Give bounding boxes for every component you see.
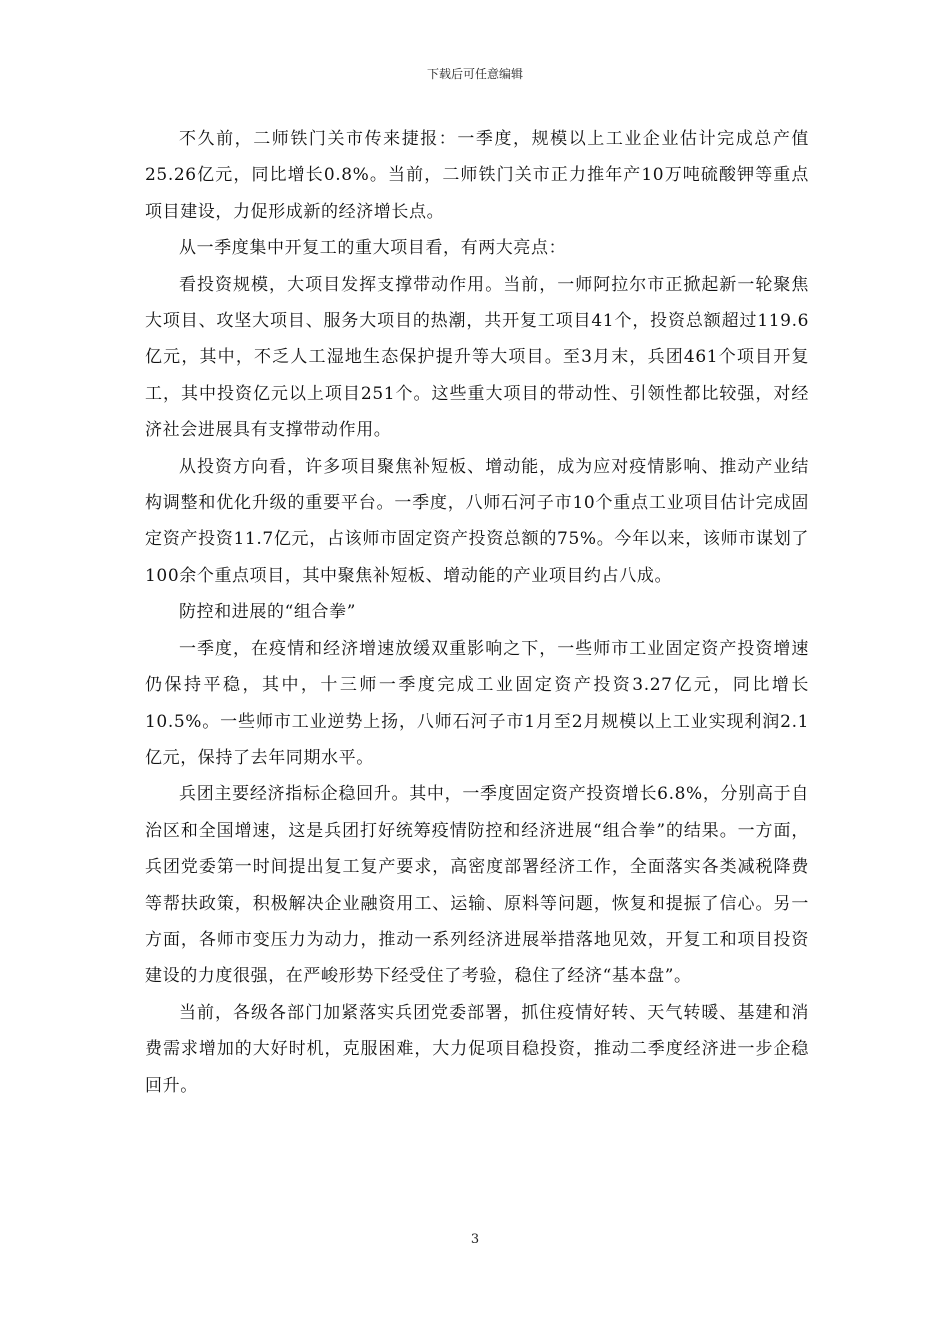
page-number: 3 <box>470 1232 480 1247</box>
paragraph: 从一季度集中开复工的重大项目看，有两大亮点： <box>179 238 567 259</box>
paragraph: 看投资规模，大项目发挥支撑带动作用。当前，一师阿拉尔市正掀起新一轮聚焦大项目、攻坚大项目、服务大项目的热潮，共开复工项目41个，投资总额超过119.6亿元，其中，不乏人工湿地生态保护提升等大项目。至3月末，兵团461个项目开复工，其中投资亿元以上项目251个。这些重大项目的带动性、引领性都比较强，对经济社会进展具有支撑带动作用。 <box>145 274 809 441</box>
section-heading: 防控和进展的“组合拳” <box>179 602 356 623</box>
document-body <box>145 121 809 1104</box>
paragraph: 当前，各级各部门加紧落实兵团党委部署，抓住疫情好转、天气转暖、基建和消费需求增加的大好时机，克服困难，大力促项目稳投资，推动二季度经济进一步企稳回升。 <box>145 1002 809 1096</box>
paragraph: 从投资方向看，许多项目聚焦补短板、增动能，成为应对疫情影响、推动产业结构调整和优化升级的重要平台。一季度，八师石河子市10个重点工业项目估计完成固定资产投资11.7亿元，占该师市固定资产投资总额的75%。今年以来，该师市谋划了100余个重点项目，其中聚焦补短板、增动能的产业项目约占八成。 <box>145 456 809 586</box>
paragraph: 一季度，在疫情和经济增速放缓双重影响之下，一些师市工业固定资产投资增速仍保持平稳，其中，十三师一季度完成工业固定资产投资3.27亿元，同比增长10.5%。一些师市工业逆势上扬，八师石河子市1月至2月规模以上工业实现利润2.1亿元，保持了去年同期水平。 <box>145 638 809 768</box>
paragraph: 不久前，二师铁门关市传来捷报：一季度，规模以上工业企业估计完成总产值25.26亿元，同比增长0.8%。当前，二师铁门关市正力推年产10万吨硫酸钾等重点项目建设，力促形成新的经济增长点。 <box>145 129 809 222</box>
paragraph: 兵团主要经济指标企稳回升。其中，一季度固定资产投资增长6.8%，分别高于自治区和全国增速，这是兵团打好统筹疫情防控和经济进展“组合拳”的结果。一方面，兵团党委第一时间提出复工复产要求，高密度部署经济工作，全面落实各类减税降费等帮扶政策，积极解决企业融资用工、运输、原料等问题，恢复和提振了信心。另一方面，各师市变压力为动力，推动一系列经济进展举措落地见效，开复工和项目投资建设的力度很强，在严峻形势下经受住了考验，稳住了经济“基本盘”。 <box>145 784 809 987</box>
page-header: 下载后可任意编辑 <box>426 67 523 81</box>
